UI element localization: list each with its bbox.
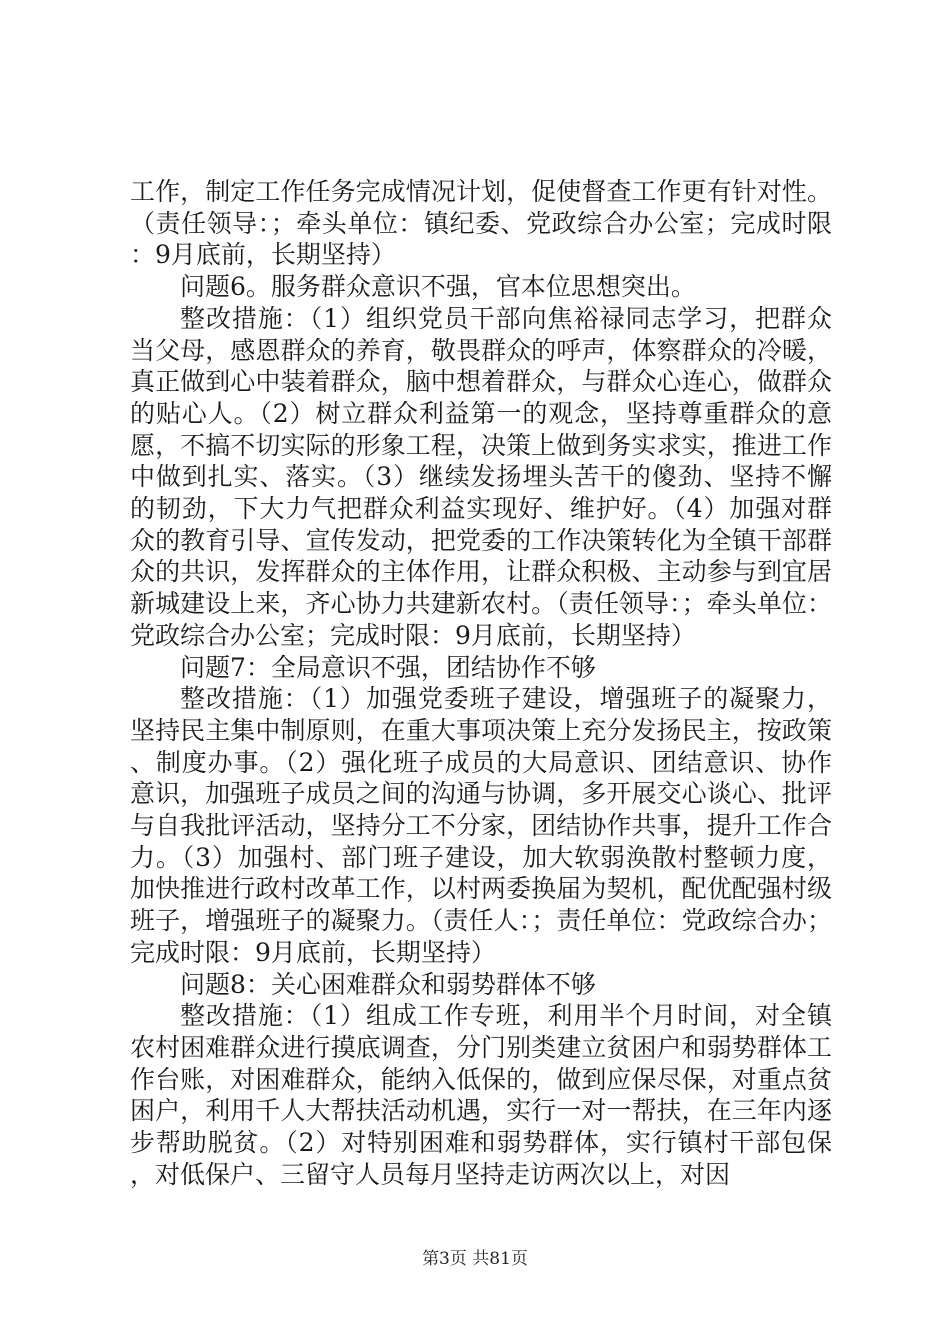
paragraph: 整改措施：（1）组织党员干部向焦裕禄同志学习，把群众当父母，感恩群众的养育，敬畏群众的呼声，体察群众的冷暖，真正做到心中装着群众，脑中想着群众，与群众心连心，做群众的贴心人。（2）树立群众利益第一的观念，坚持尊重群众的意愿，不搞不切实际的形象工程，决策上做到务实求实，推进工作中做到扎实、落实。（3）继续发扬埋头苦干的傻劲、坚持不懈的韧劲，下大力气把群众利益实现好、维护好。（4）加强对群众的教育引导、宣传发动，把党委的工作决策转化为全镇干部群众的共识，发挥群众的主体作用，让群众积极、主动参与到宜居新城建设上来，齐心协力共建新农村。（责任领导：；牵头单位：党政综合办公室；完成时限：9月底前，长期坚持） bbox=[130, 303, 832, 650]
paragraph: 整改措施：（1）加强党委班子建设，增强班子的凝聚力，坚持民主集中制原则，在重大事项决策上充分发扬民主，按政策、制度办事。（2）强化班子成员的大局意识、团结意识、协作意识，加强班子成员之间的沟通与协调，多开展交心谈心、批评与自我批评活动，坚持分工不分家，团结协作共事，提升工作合力。（3）加强村、部门班子建设，加大软弱涣散村整顿力度，加快推进行政村改革工作，以村两委换届为契机，配优配强村级班子，增强班子的凝聚力。（责任人：；责任单位：党政综合办；完成时限：9月底前，长期坚持） bbox=[130, 684, 832, 967]
paragraph-heading: 问题7：全局意识不强，团结协作不够 bbox=[180, 652, 596, 682]
document-body bbox=[130, 176, 832, 1191]
paragraph-heading: 问题6。服务群众意识不强，官本位思想突出。 bbox=[180, 272, 696, 302]
paragraph: 工作，制定工作任务完成情况计划，促使督查工作更有针对性。（责任领导：；牵头单位：镇纪委、党政综合办公室；完成时限：9月底前，长期坚持） bbox=[130, 177, 832, 270]
page-number-footer: 第3页 共81页 bbox=[422, 1249, 528, 1269]
paragraph: 整改措施：（1）组成工作专班，利用半个月时间，对全镇农村困难群众进行摸底调查，分门别类建立贫困户和弱势群体工作台账，对困难群众，能纳入低保的，做到应保尽保，对重点贫困户，利用千人大帮扶活动机遇，实行一对一帮扶，在三年内逐步帮助脱贫。（2）对特别困难和弱势群体，实行镇村干部包保，对低保户、三留守人员每月坚持走访两次以上，对因 bbox=[130, 1001, 832, 1189]
paragraph-heading: 问题8：关心困难群众和弱势群体不够 bbox=[180, 969, 596, 999]
